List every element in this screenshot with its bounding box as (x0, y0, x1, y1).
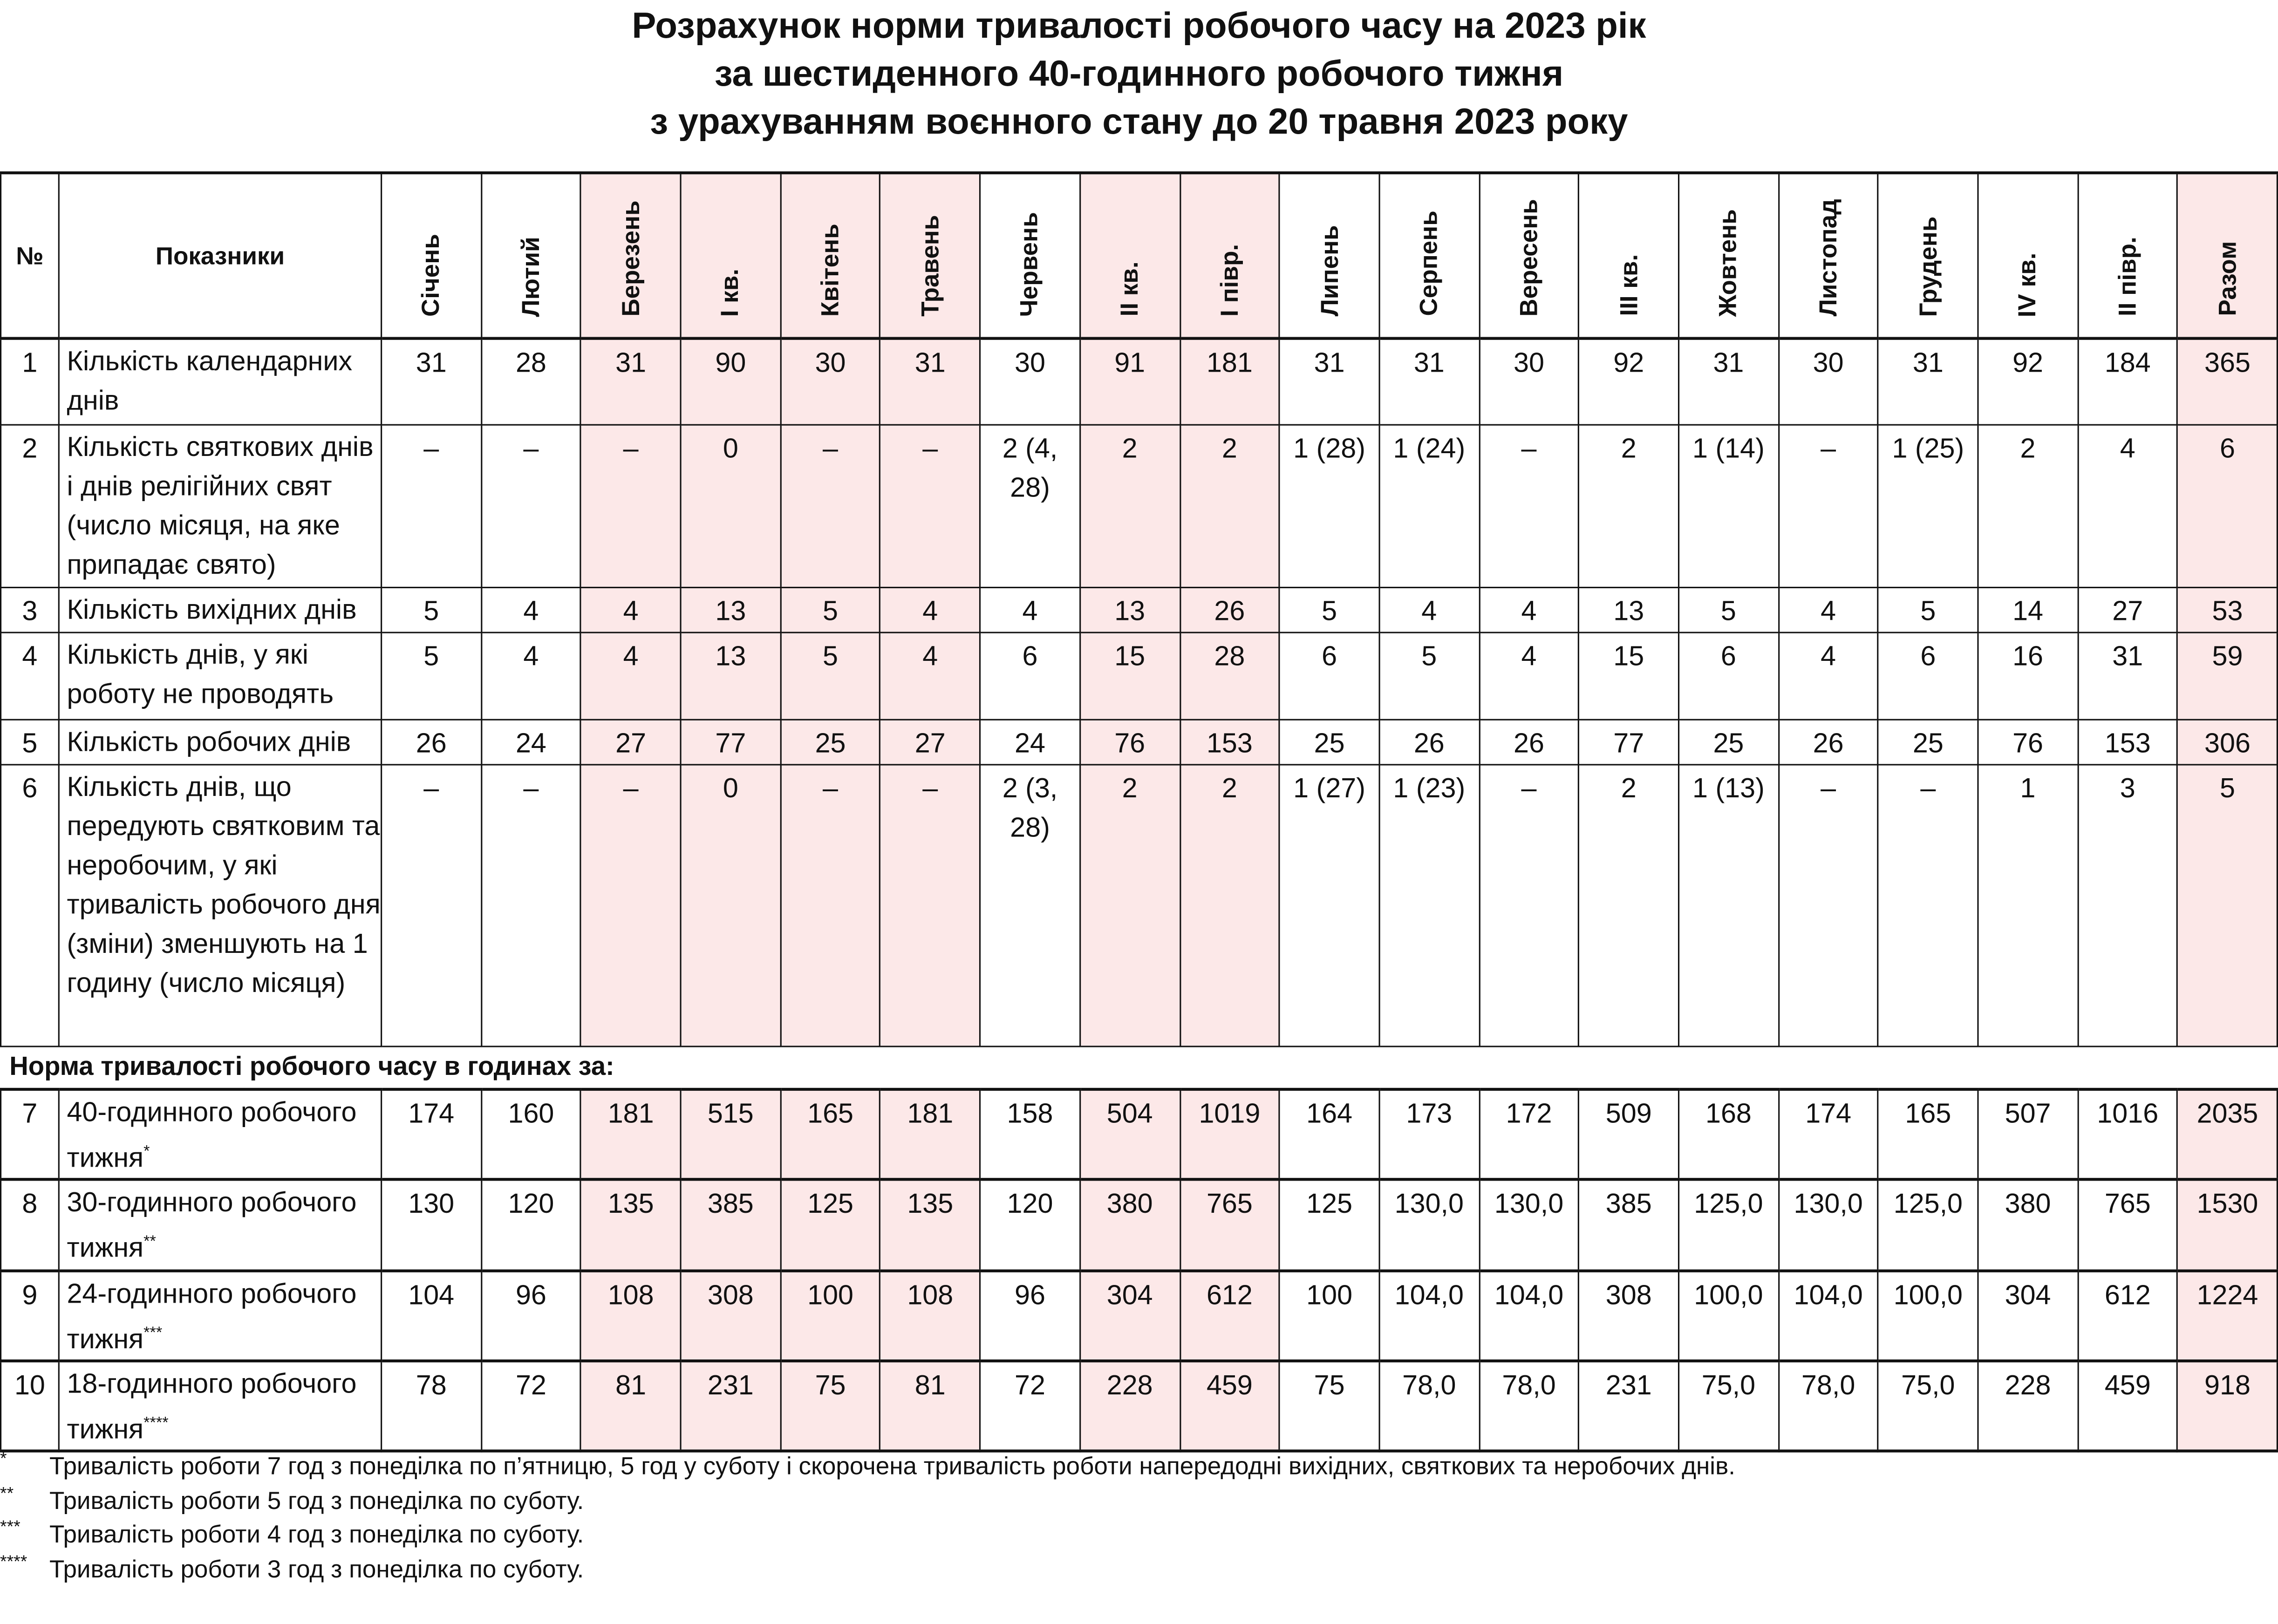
table-cell: – (481, 764, 581, 1046)
row-label-text: Кількість робочих днів (67, 727, 351, 758)
table-cell: 92 (1978, 339, 2078, 424)
column-header (1678, 173, 1778, 339)
column-header (1779, 173, 1878, 339)
table-cell: 5 (1280, 587, 1379, 632)
row-label (59, 1271, 381, 1361)
footnote-text: Тривалість роботи 7 год з понеділка по п’ятницю, 5 год у суботу і скорочена тривалість роботи напередодні вихідних, святкових та неробочих днів. (49, 1452, 1735, 1480)
document-title (0, 3, 2278, 147)
table-cell: – (1479, 424, 1579, 587)
row-number: 9 (1, 1271, 59, 1361)
table-cell: 100 (780, 1271, 880, 1361)
table-cell: 459 (2078, 1361, 2177, 1451)
column-header-label: Лютий (517, 236, 545, 317)
column-header-label: Серпень (1415, 211, 1443, 317)
table-cell: 228 (1978, 1361, 2078, 1451)
footnote (0, 1484, 1735, 1518)
table-cell: 30 (980, 339, 1080, 424)
row-label (59, 587, 381, 632)
table-cell: 4 (2078, 424, 2177, 587)
table-cell: 120 (481, 1180, 581, 1270)
table-cell: – (780, 764, 880, 1046)
table-cell: 26 (1779, 719, 1878, 764)
table-cell: 5 (1379, 632, 1479, 719)
column-header-label: III кв. (1615, 255, 1643, 317)
table-cell: 1 (1978, 764, 2078, 1046)
section-row (1, 1046, 2278, 1089)
table-cell: 2 (1579, 764, 1678, 1046)
column-header-label: Січень (417, 233, 445, 317)
table-cell: 81 (581, 1361, 681, 1451)
column-header (581, 173, 681, 339)
table-cell: 2 (3, 28) (980, 764, 1080, 1046)
table-cell: 1224 (2177, 1271, 2277, 1361)
table-cell: 76 (1978, 719, 2078, 764)
column-header-label: Березень (617, 200, 645, 317)
table-cell: 125,0 (1678, 1180, 1778, 1270)
table-cell: 6 (1878, 632, 1978, 719)
table-cell: 81 (880, 1361, 980, 1451)
table-cell: 77 (1579, 719, 1678, 764)
table-cell: 125 (1280, 1180, 1379, 1270)
header-number: № (1, 173, 59, 339)
column-header (780, 173, 880, 339)
table-cell: 75 (780, 1361, 880, 1451)
row-number: 4 (1, 632, 59, 719)
table-cell: 27 (581, 719, 681, 764)
table-cell: 31 (1379, 339, 1479, 424)
table-cell: 459 (1180, 1361, 1279, 1451)
table-cell: 4 (1779, 632, 1878, 719)
table-cell: – (1479, 764, 1579, 1046)
table-row (1, 632, 2278, 719)
table-cell: – (382, 764, 481, 1046)
table-cell: – (880, 424, 980, 587)
table-cell: 27 (2078, 587, 2177, 632)
row-label (59, 339, 381, 424)
column-header-label: I кв. (716, 268, 744, 317)
table-cell: 5 (382, 587, 481, 632)
table-cell: 13 (1080, 587, 1180, 632)
table-cell: 1 (28) (1280, 424, 1379, 587)
row-number: 7 (1, 1089, 59, 1180)
table-cell: 168 (1678, 1089, 1778, 1180)
table-cell: 1 (25) (1878, 424, 1978, 587)
footnote-mark: * (0, 1448, 7, 1468)
table-cell: – (1779, 424, 1878, 587)
table-cell: 13 (681, 587, 780, 632)
column-header (2078, 173, 2177, 339)
table-cell: 158 (980, 1089, 1080, 1180)
table-cell: 0 (681, 764, 780, 1046)
table-cell: 2 (1080, 424, 1180, 587)
table-cell: 31 (1678, 339, 1778, 424)
table-cell: 504 (1080, 1089, 1180, 1180)
table-cell: 4 (1779, 587, 1878, 632)
table-cell: 385 (681, 1180, 780, 1270)
footnote-text: Тривалість роботи 4 год з понеділка по суботу. (49, 1521, 584, 1549)
column-header-label: Травень (916, 215, 944, 317)
table-cell: 765 (2078, 1180, 2177, 1270)
footnote-text: Тривалість роботи 5 год з понеділка по суботу. (49, 1486, 584, 1515)
column-header-label: Листопад (1814, 199, 1842, 317)
footnote-mark: ** (143, 1233, 156, 1251)
footnote-text: Тривалість роботи 3 год з понеділка по суботу. (49, 1555, 584, 1583)
table-cell: 2 (1180, 764, 1279, 1046)
table-cell: 2 (4, 28) (980, 424, 1080, 587)
table-row (1, 719, 2278, 764)
table-cell: 24 (481, 719, 581, 764)
table-cell: 125 (780, 1180, 880, 1270)
footnote-mark: ** (0, 1482, 14, 1503)
table-cell: 31 (382, 339, 481, 424)
table-cell: 6 (980, 632, 1080, 719)
row-label-text: Кількість днів, у які роботу не проводять (67, 639, 334, 710)
row-label-text: Кількість днів, що передують святковим та неробочим, у які тривалість робочого дня (зміни) зменшують на 1 годину (число місяця) (67, 772, 381, 999)
row-label (59, 1180, 381, 1270)
column-header-label: II півр. (2114, 237, 2142, 317)
table-cell: 1 (24) (1379, 424, 1479, 587)
table-cell: 160 (481, 1089, 581, 1180)
table-cell: 304 (1080, 1271, 1180, 1361)
column-header-label: Липень (1315, 225, 1344, 317)
table-cell: 5 (1878, 587, 1978, 632)
column-header (1878, 173, 1978, 339)
table-cell: 125,0 (1878, 1180, 1978, 1270)
table-cell: 96 (980, 1271, 1080, 1361)
table-cell: 31 (1878, 339, 1978, 424)
row-number: 10 (1, 1361, 59, 1451)
table-row (1, 1180, 2278, 1270)
column-header (382, 173, 481, 339)
table-cell: 78,0 (1779, 1361, 1878, 1451)
table-cell: 2 (1579, 424, 1678, 587)
column-header-label: Вересень (1515, 199, 1543, 317)
table-cell: 765 (1180, 1180, 1279, 1270)
table-cell: 25 (780, 719, 880, 764)
table-cell: 385 (1579, 1180, 1678, 1270)
table-cell: 27 (880, 719, 980, 764)
table-cell: 4 (880, 587, 980, 632)
column-header (1080, 173, 1180, 339)
table-cell: 108 (880, 1271, 980, 1361)
table-cell: 4 (880, 632, 980, 719)
column-header (681, 173, 780, 339)
table-cell: 5 (780, 632, 880, 719)
table-cell: 28 (1180, 632, 1279, 719)
column-header-label: Грудень (1914, 216, 1942, 317)
table-cell: 78 (382, 1361, 481, 1451)
table-row (1, 587, 2278, 632)
table-cell: 2 (1080, 764, 1180, 1046)
table-cell: 1530 (2177, 1180, 2277, 1270)
table-cell: 59 (2177, 632, 2277, 719)
table-cell: 130,0 (1379, 1180, 1479, 1270)
table-cell: 4 (481, 632, 581, 719)
column-header (1978, 173, 2078, 339)
row-number: 5 (1, 719, 59, 764)
column-header (1280, 173, 1379, 339)
footnotes (0, 1449, 1735, 1586)
column-header (1579, 173, 1678, 339)
table-cell: – (481, 424, 581, 587)
table-cell: 184 (2078, 339, 2177, 424)
table-cell: 2 (1180, 424, 1279, 587)
table-cell: 75 (1280, 1361, 1379, 1451)
table-cell: – (382, 424, 481, 587)
work-hours-table (0, 171, 2278, 1453)
column-header-label: II кв. (1116, 261, 1144, 317)
table-cell: 308 (1579, 1271, 1678, 1361)
table-cell: – (581, 764, 681, 1046)
table-cell: 104 (382, 1271, 481, 1361)
table-cell: 90 (681, 339, 780, 424)
table-cell: 172 (1479, 1089, 1579, 1180)
table-cell: 5 (382, 632, 481, 719)
table-row (1, 1361, 2278, 1451)
row-label-text: 30-годинного робочого тижня (67, 1189, 357, 1265)
column-header (2177, 173, 2277, 339)
table-cell: 77 (681, 719, 780, 764)
table-row (1, 339, 2278, 424)
table-cell: 5 (1678, 587, 1778, 632)
column-header-label: Червень (1016, 211, 1044, 317)
table-cell: 612 (1180, 1271, 1279, 1361)
table-cell: 4 (481, 587, 581, 632)
table-cell: 4 (581, 587, 681, 632)
table-cell: 120 (980, 1180, 1080, 1270)
footnote-mark: **** (143, 1414, 169, 1432)
footnote (0, 1518, 1735, 1552)
table-cell: 53 (2177, 587, 2277, 632)
table-cell: 6 (2177, 424, 2277, 587)
table-cell: 31 (2078, 632, 2177, 719)
table-cell: 4 (1479, 632, 1579, 719)
table-cell: 5 (780, 587, 880, 632)
table-cell: 4 (1379, 587, 1479, 632)
table-cell: 26 (382, 719, 481, 764)
table-cell: 2 (1978, 424, 2078, 587)
table-cell: 515 (681, 1089, 780, 1180)
header-indicators: Показники (59, 173, 381, 339)
table-cell: 4 (581, 632, 681, 719)
row-number: 6 (1, 764, 59, 1046)
row-label (59, 719, 381, 764)
footnote (0, 1552, 1735, 1586)
table-cell: 380 (1080, 1180, 1180, 1270)
table-cell: 135 (581, 1180, 681, 1270)
table-cell: 1019 (1180, 1089, 1279, 1180)
table-header-row (1, 173, 2278, 339)
row-number: 1 (1, 339, 59, 424)
table-cell: 165 (1878, 1089, 1978, 1180)
table-cell: 76 (1080, 719, 1180, 764)
table-cell: 72 (980, 1361, 1080, 1451)
row-label-text: Кількість календарних днів (67, 347, 353, 417)
column-header-label: IV кв. (2014, 252, 2042, 317)
table-cell: 153 (2078, 719, 2177, 764)
footnote-mark: * (143, 1143, 150, 1161)
table-cell: 1 (23) (1379, 764, 1479, 1046)
table-cell: 25 (1280, 719, 1379, 764)
table-cell: 104,0 (1779, 1271, 1878, 1361)
table-cell: 104,0 (1379, 1271, 1479, 1361)
table-cell: 104,0 (1479, 1271, 1579, 1361)
table-cell: 181 (581, 1089, 681, 1180)
table-row (1, 1271, 2278, 1361)
table-cell: – (581, 424, 681, 587)
column-header-label: Жовтень (1714, 209, 1743, 317)
row-number: 8 (1, 1180, 59, 1270)
table-cell: 4 (980, 587, 1080, 632)
table-row (1, 424, 2278, 587)
table-cell: 25 (1678, 719, 1778, 764)
table-cell: 15 (1579, 632, 1678, 719)
footnote-mark: *** (143, 1324, 163, 1342)
table-cell: 1 (13) (1678, 764, 1778, 1046)
table-cell: 231 (1579, 1361, 1678, 1451)
row-label-text: 24-годинного робочого тижня (67, 1279, 357, 1355)
table-cell: 72 (481, 1361, 581, 1451)
table-cell: – (780, 424, 880, 587)
table-cell: 918 (2177, 1361, 2277, 1451)
row-label-text: 18-годинного робочого тижня (67, 1369, 357, 1446)
table-cell: 31 (1280, 339, 1379, 424)
table-cell: 6 (1678, 632, 1778, 719)
table-cell: 165 (780, 1089, 880, 1180)
column-header (1479, 173, 1579, 339)
table-cell: 96 (481, 1271, 581, 1361)
table-cell: 181 (1180, 339, 1279, 424)
table-cell: 1016 (2078, 1089, 2177, 1180)
table-cell: 16 (1978, 632, 2078, 719)
table-cell: 231 (681, 1361, 780, 1451)
title-line: Розрахунок норми тривалості робочого часу на 2023 рік (632, 6, 1646, 47)
table-cell: 365 (2177, 339, 2277, 424)
table-cell: 78,0 (1379, 1361, 1479, 1451)
table-cell: 3 (2078, 764, 2177, 1046)
column-header (1180, 173, 1279, 339)
column-header (481, 173, 581, 339)
table-cell: 30 (780, 339, 880, 424)
table-cell: 13 (681, 632, 780, 719)
column-header (1379, 173, 1479, 339)
row-label (59, 1089, 381, 1180)
table-cell: 308 (681, 1271, 780, 1361)
table-cell: 174 (1779, 1089, 1878, 1180)
table-cell: 26 (1180, 587, 1279, 632)
table-cell: 173 (1379, 1089, 1479, 1180)
table-cell: 0 (681, 424, 780, 587)
table-cell: 612 (2078, 1271, 2177, 1361)
table-cell: 1 (14) (1678, 424, 1778, 587)
column-header-label: I півр. (1215, 244, 1244, 317)
table-cell: 509 (1579, 1089, 1678, 1180)
title-line: з урахуванням воєнного стану до 20 травня 2023 року (650, 102, 1628, 143)
table-cell: 507 (1978, 1089, 2078, 1180)
row-label (59, 424, 381, 587)
row-label-text: 40-годинного робочого тижня (67, 1098, 357, 1174)
row-label (59, 632, 381, 719)
table-cell: 14 (1978, 587, 2078, 632)
table-cell: 28 (481, 339, 581, 424)
row-number: 2 (1, 424, 59, 587)
row-label-text: Кількість вихідних днів (67, 595, 357, 625)
table-cell: 75,0 (1878, 1361, 1978, 1451)
table-cell: 130,0 (1479, 1180, 1579, 1270)
table-cell: 6 (1280, 632, 1379, 719)
table-cell: – (1878, 764, 1978, 1046)
table-cell: 100,0 (1878, 1271, 1978, 1361)
table-cell: 108 (581, 1271, 681, 1361)
table-cell: 15 (1080, 632, 1180, 719)
table-cell: 4 (1479, 587, 1579, 632)
table-cell: 31 (880, 339, 980, 424)
row-label (59, 1361, 381, 1451)
title-line: за шестиденного 40-годинного робочого тижня (714, 54, 1564, 95)
table-row (1, 1089, 2278, 1180)
table-cell: 26 (1379, 719, 1479, 764)
section-heading: Норма тривалості робочого часу в годинах за: (1, 1046, 2278, 1089)
table-cell: 92 (1579, 339, 1678, 424)
column-header-label: Квітень (816, 224, 845, 317)
column-header (980, 173, 1080, 339)
row-label (59, 764, 381, 1046)
footnote-mark: *** (0, 1516, 20, 1537)
table-cell: 100 (1280, 1271, 1379, 1361)
table-row (1, 764, 2278, 1046)
table-cell: 306 (2177, 719, 2277, 764)
table-cell: 304 (1978, 1271, 2078, 1361)
row-number: 3 (1, 587, 59, 632)
table-cell: 13 (1579, 587, 1678, 632)
table-cell: 5 (2177, 764, 2277, 1046)
table-cell: 91 (1080, 339, 1180, 424)
table-cell: 26 (1479, 719, 1579, 764)
table-cell: 153 (1180, 719, 1279, 764)
table-cell: – (1779, 764, 1878, 1046)
table-cell: 25 (1878, 719, 1978, 764)
table-cell: 30 (1479, 339, 1579, 424)
table-cell: 130 (382, 1180, 481, 1270)
table-cell: 78,0 (1479, 1361, 1579, 1451)
table-cell: 75,0 (1678, 1361, 1778, 1451)
table-cell: 100,0 (1678, 1271, 1778, 1361)
table-cell: 1 (27) (1280, 764, 1379, 1046)
table-cell: 380 (1978, 1180, 2078, 1270)
table-cell: 228 (1080, 1361, 1180, 1451)
column-header (880, 173, 980, 339)
table-cell: 181 (880, 1089, 980, 1180)
table-cell: 30 (1779, 339, 1878, 424)
table-cell: – (880, 764, 980, 1046)
table-cell: 24 (980, 719, 1080, 764)
table-cell: 174 (382, 1089, 481, 1180)
footnote (0, 1449, 1735, 1483)
column-header-label: Разом (2213, 242, 2242, 317)
table-cell: 2035 (2177, 1089, 2277, 1180)
table-cell: 135 (880, 1180, 980, 1270)
footnote-mark: **** (0, 1550, 27, 1571)
table-cell: 164 (1280, 1089, 1379, 1180)
table-cell: 31 (581, 339, 681, 424)
row-label-text: Кількість святкових днів і днів релігійних свят (число місяця, на яке припадає свято) (67, 432, 374, 580)
table-cell: 130,0 (1779, 1180, 1878, 1270)
